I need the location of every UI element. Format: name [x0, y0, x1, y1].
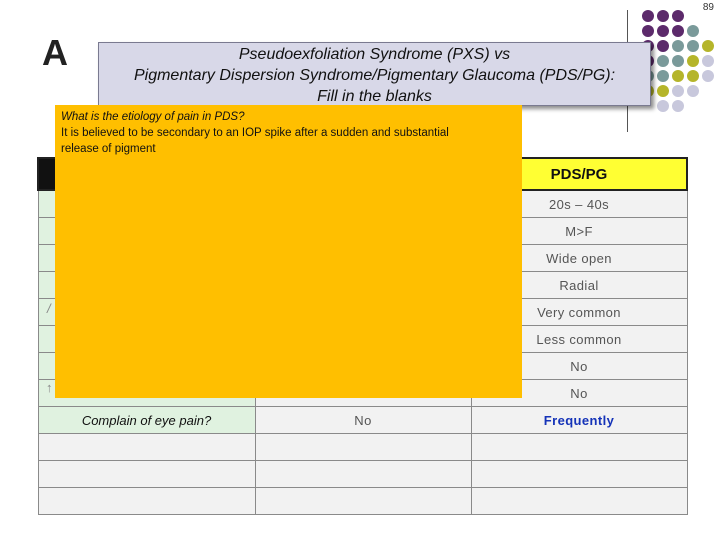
- decorative-dot: [702, 70, 714, 82]
- decorative-dot: [702, 55, 714, 67]
- pds-cell: M>F: [471, 218, 687, 245]
- overlay-answer-line-1: It is believed to be secondary to an IOP spike after a sudden and substantial: [61, 127, 449, 139]
- decorative-dot: [657, 85, 669, 97]
- overlay-answer-line-2: release of pigment: [61, 143, 156, 155]
- decorative-dot: [672, 100, 684, 112]
- decorative-dot: [657, 25, 669, 37]
- decorative-dot: [672, 55, 684, 67]
- pxs-cell: [255, 488, 471, 515]
- title-box: [98, 42, 651, 106]
- decorative-dot: [687, 70, 699, 82]
- row-label-eye-pain: Complain of eye pain?: [38, 407, 255, 434]
- pds-cell: Less common: [471, 326, 687, 353]
- title-line-3: Fill in the blanks: [317, 88, 432, 105]
- row-label-cell: [38, 488, 255, 515]
- pds-cell: [471, 434, 687, 461]
- pds-cell: 20s – 40s: [471, 190, 687, 218]
- pds-cell: [471, 461, 687, 488]
- partial-glyph: /: [47, 301, 51, 316]
- pds-cell: Very common: [471, 299, 687, 326]
- decorative-dot: [642, 25, 654, 37]
- table-row-blank: [38, 461, 687, 488]
- header-cell-pds: PDS/PG: [471, 158, 687, 190]
- decorative-dot: [672, 70, 684, 82]
- pds-cell: Wide open: [471, 245, 687, 272]
- page-number: 89: [702, 2, 714, 13]
- decorative-dot: [657, 70, 669, 82]
- decorative-dot: [657, 40, 669, 52]
- pds-cell: Radial: [471, 272, 687, 299]
- section-letter: A: [42, 32, 68, 73]
- title-line-1: Pseudoexfoliation Syndrome (PXS) vs: [238, 46, 511, 63]
- decorative-dot: [687, 85, 699, 97]
- decorative-dot: [672, 85, 684, 97]
- answer-overlay-box: [55, 105, 522, 398]
- decorative-dot: [642, 10, 654, 22]
- title-line-2: Pigmentary Dispersion Syndrome/Pigmentary Glaucoma (PDS/PG):: [133, 67, 616, 84]
- table-row-blank: [38, 488, 687, 515]
- decorative-dot: [687, 55, 699, 67]
- decorative-dot: [672, 10, 684, 22]
- decorative-dot: [657, 55, 669, 67]
- pxs-cell: [255, 434, 471, 461]
- decorative-dot-grid: [640, 10, 720, 120]
- decorative-dot: [672, 25, 684, 37]
- decorative-dot: [702, 40, 714, 52]
- pds-cell: [471, 488, 687, 515]
- pxs-cell: [255, 461, 471, 488]
- row-label-cell: [38, 434, 255, 461]
- pxs-cell-eye-pain: No: [255, 407, 471, 434]
- decorative-dot: [687, 25, 699, 37]
- pds-cell-eye-pain: Frequently: [471, 407, 687, 434]
- decorative-dot: [672, 40, 684, 52]
- decorative-dot: [657, 10, 669, 22]
- decorative-dot: [687, 40, 699, 52]
- pds-cell: No: [471, 353, 687, 380]
- overlay-question: What is the etiology of pain in PDS?: [61, 111, 245, 123]
- decorative-dot: [657, 100, 669, 112]
- table-row-blank: [38, 434, 687, 461]
- partial-glyph: ↑: [46, 380, 53, 395]
- row-label-cell: [38, 461, 255, 488]
- pds-cell: No: [471, 380, 687, 407]
- table-row-eye-pain: [38, 407, 687, 434]
